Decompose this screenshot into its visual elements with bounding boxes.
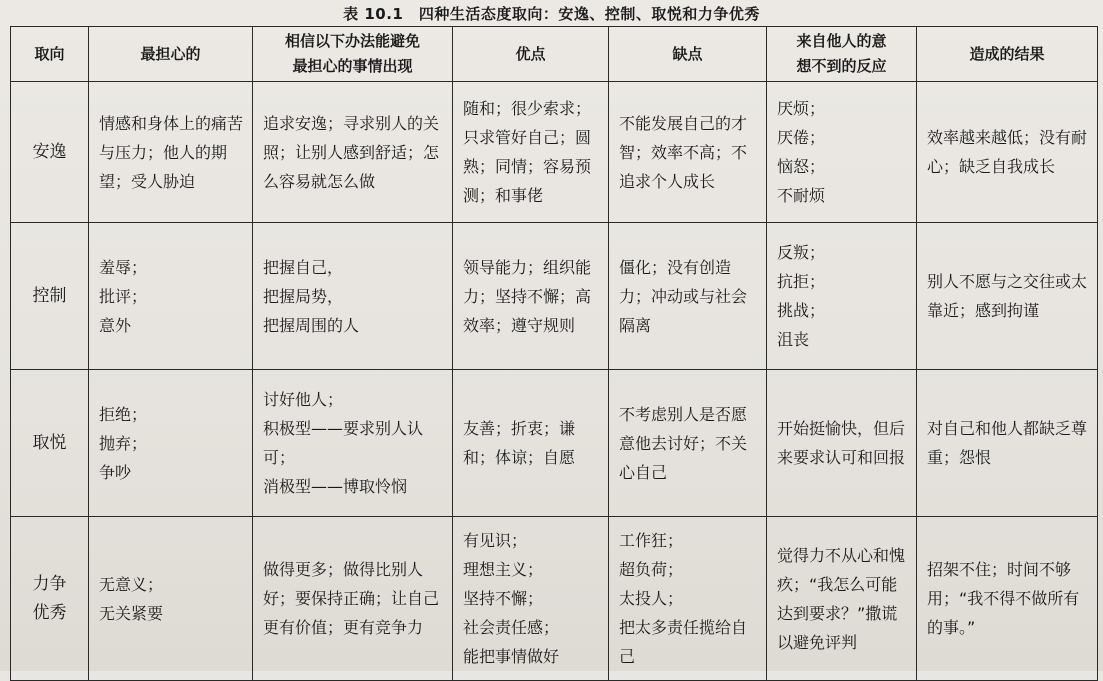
table-row: [11, 82, 1098, 223]
header-row: [11, 27, 1098, 82]
cell-belief: 把握自己， 把握局势， 把握周围的人: [253, 223, 453, 370]
header-pros: 优点: [453, 27, 609, 82]
cell-results: 招架不住；时间不够用；“我不得不做所有的事。”: [917, 517, 1098, 681]
cell-worry: 情感和身体上的痛苦与压力；他人的期望；受人胁迫: [89, 82, 253, 223]
table-row: [11, 517, 1098, 681]
header-belief: 相信以下办法能避免 最担心的事情出现: [253, 27, 453, 82]
header-worry: 最担心的: [89, 27, 253, 82]
cell-results: 效率越来越低；没有耐心；缺乏自我成长: [917, 82, 1098, 223]
cell-reactions: 厌烦； 厌倦； 恼怒； 不耐烦: [767, 82, 917, 223]
row-label: 控制: [11, 223, 89, 370]
cell-worry: 羞辱； 批评； 意外: [89, 223, 253, 370]
table-row: [11, 223, 1098, 370]
cell-cons: 不能发展自己的才智；效率不高；不追求个人成长: [609, 82, 767, 223]
table-row: [11, 370, 1098, 517]
header-orientation: 取向: [11, 27, 89, 82]
cell-reactions: 觉得力不从心和愧疚；“我怎么可能达到要求？”撒谎以避免评判: [767, 517, 917, 681]
attitude-table: [10, 26, 1098, 681]
cell-results: 别人不愿与之交往或太靠近；感到拘谨: [917, 223, 1098, 370]
table-caption: 表 10.1 四种生活态度取向：安逸、控制、取悦和力争优秀: [343, 5, 760, 23]
cell-cons: 僵化；没有创造力；冲动或与社会隔离: [609, 223, 767, 370]
cell-belief: 做得更多；做得比别人好；要保持正确；让自己更有价值；更有竞争力: [253, 517, 453, 681]
cell-cons: 不考虑别人是否愿意他去讨好；不关心自己: [609, 370, 767, 517]
cell-cons: 工作狂； 超负荷； 太投人； 把太多责任揽给自己: [609, 517, 767, 681]
cell-results: 对自己和他人都缺乏尊重；怨恨: [917, 370, 1098, 517]
row-label: 力争 优秀: [11, 517, 89, 681]
cell-reactions: 反叛； 抗拒； 挑战； 沮丧: [767, 223, 917, 370]
cell-reactions: 开始挺愉快，但后来要求认可和回报: [767, 370, 917, 517]
cell-pros: 友善；折衷；谦和；体谅；自愿: [453, 370, 609, 517]
header-cons: 缺点: [609, 27, 767, 82]
cell-worry: 无意义； 无关紧要: [89, 517, 253, 681]
row-label: 取悦: [11, 370, 89, 517]
header-results: 造成的结果: [917, 27, 1098, 82]
cell-pros: 随和；很少索求；只求管好自己；圆熟；同情；容易预测；和事佬: [453, 82, 609, 223]
header-reactions: 来自他人的意 想不到的反应: [767, 27, 917, 82]
cell-belief: 讨好他人； 积极型——要求别人认可； 消极型——博取怜悯: [253, 370, 453, 517]
cell-pros: 有见识； 理想主义； 坚持不懈； 社会责任感； 能把事情做好: [453, 517, 609, 681]
cell-pros: 领导能力；组织能力；坚持不懈；高效率；遵守规则: [453, 223, 609, 370]
cell-worry: 拒绝； 抛弃； 争吵: [89, 370, 253, 517]
cell-belief: 追求安逸；寻求别人的关照；让别人感到舒适；怎么容易就怎么做: [253, 82, 453, 223]
row-label: 安逸: [11, 82, 89, 223]
